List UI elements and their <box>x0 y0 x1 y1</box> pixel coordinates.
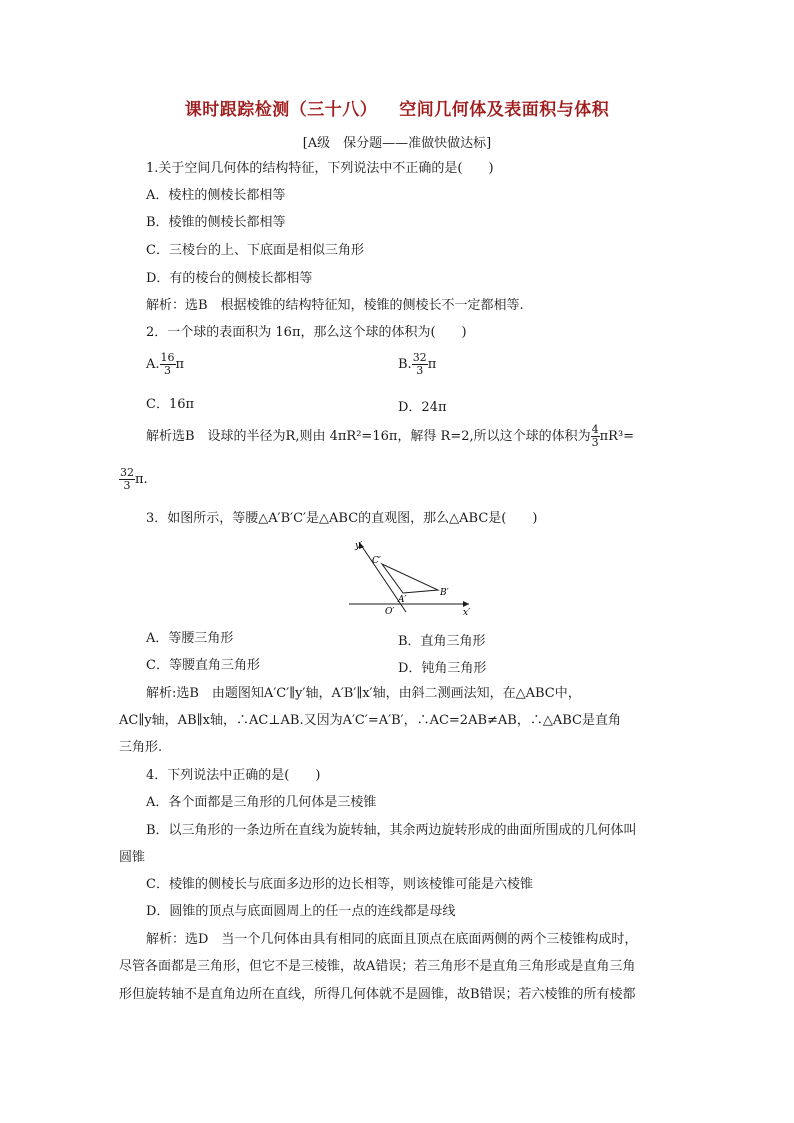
label-b: B′ <box>440 588 449 598</box>
q2-analysis-num: 4 <box>591 423 599 436</box>
q1-option-c: C．三棱台的上、下底面是相似三角形 <box>146 243 364 258</box>
q2-analysis-fraction <box>591 424 600 449</box>
label-o: O′ <box>385 607 395 616</box>
q4-option-a: A．各个面都是三角形的几何体是三棱锥 <box>146 795 377 810</box>
q2-b-prefix: B. <box>398 357 412 372</box>
q1-option-d: D．有的棱台的侧棱长都相等 <box>146 271 313 286</box>
q2-option-a <box>146 352 184 377</box>
q2-a-fraction <box>160 352 176 377</box>
q3-option-c: C．等腰直角三角形 <box>146 658 260 673</box>
q2-result-num: 32 <box>120 466 134 479</box>
label-c: C′ <box>372 556 381 566</box>
q4-option-d: D．圆锥的顶点与底面圆周上的任一点的连线都是母线 <box>146 904 456 919</box>
q2-a-suffix: π <box>175 357 185 372</box>
q2-a-num: 16 <box>160 351 175 364</box>
x-axis-arrow <box>463 601 469 607</box>
q2-analysis-line2 <box>119 467 148 492</box>
q2-a-prefix: A. <box>146 357 160 372</box>
q2-stem: 2．一个球的表面积为 16π，那么这个球的体积为( ) <box>146 325 467 340</box>
level-subtitle: [A级 保分题——准做快做达标] <box>302 136 492 151</box>
q2-a-den: 3 <box>164 364 172 377</box>
q4-option-c: C．棱锥的侧棱长与底面多边形的边长相等，则该棱锥可能是六棱锥 <box>146 877 533 892</box>
q2-b-num: 32 <box>412 351 427 364</box>
q4-analysis-line2: 尽管各面都是三角形，但它不是三棱锥，故A错误；若三角形不是直角三角形或是直角三角 <box>119 959 636 974</box>
q2-b-den: 3 <box>416 364 424 377</box>
page-title <box>0 95 794 120</box>
q2-result-suffix: π. <box>135 472 148 487</box>
oblique-projection-diagram <box>345 536 485 616</box>
q2-option-c: C．16π <box>146 397 195 412</box>
q3-option-a: A．等腰三角形 <box>146 631 234 646</box>
q4-option-b-line2: 圆锥 <box>119 850 146 865</box>
label-x: x′ <box>463 608 471 616</box>
q2-analysis-part1: 解析选B 设球的半径为R,则由 4πR²=16π，解得 R=2,所以这个球的体积为 <box>146 429 591 444</box>
q2-analysis-den: 3 <box>591 436 599 449</box>
q3-option-d: D．钝角三角形 <box>398 661 487 676</box>
q2-analysis-part2: πR³= <box>599 429 635 444</box>
q4-stem: 4．下列说法中正确的是( ) <box>146 768 321 783</box>
q3-analysis-line3: 三角形. <box>119 740 163 755</box>
q1-option-a: A．棱柱的侧棱长都相等 <box>146 188 286 203</box>
q1-option-b: B．棱锥的侧棱长都相等 <box>146 215 286 230</box>
q2-result-den: 3 <box>123 479 131 492</box>
q2-option-b <box>398 352 436 377</box>
q2-analysis <box>146 424 634 449</box>
q2-b-fraction <box>412 352 428 377</box>
title-part2: 空间几何体及表面积与体积 <box>399 100 610 120</box>
q1-stem: 1.关于空间几何体的结构特征，下列说法中不正确的是( ) <box>146 161 494 176</box>
q3-analysis-line2: AC∥y轴，AB∥x轴，∴AC⊥AB.又因为A′C′=A′B′，∴AC=2AB≠AB，∴△ABC是直角 <box>119 713 621 728</box>
q4-analysis-line3: 形但旋转轴不是直角边所在直线，所得几何体就不是圆锥，故B错误；若六棱锥的所有棱都 <box>119 987 636 1002</box>
q3-stem: 3．如图所示，等腰△A′B′C′是△ABC的直观图，那么△ABC是( ) <box>146 511 538 526</box>
q2-option-d: D．24π <box>398 400 447 415</box>
q4-analysis-line1: 解析：选D 当一个几何体由具有相同的底面且顶点在底面两侧的两个三棱锥构成时， <box>146 932 638 947</box>
q1-analysis: 解析：选B 根据棱锥的结构特征知，棱锥的侧棱长不一定都相等. <box>146 298 524 313</box>
q2-b-suffix: π <box>427 357 437 372</box>
q2-result-fraction <box>119 467 135 492</box>
title-part1: 课时跟踪检测（三十八） <box>184 100 378 120</box>
label-a: A′ <box>398 595 407 605</box>
label-y: y′ <box>355 541 363 551</box>
q3-option-b: B．直角三角形 <box>398 634 486 649</box>
q3-analysis-line1: 解析:选B 由题图知A′C′∥y′轴，A′B′∥x′轴，由斜二测画法知，在△ABC中， <box>146 686 581 701</box>
q4-option-b-line1: B．以三角形的一条边所在直线为旋转轴，其余两边旋转形成的曲面所围成的几何体叫 <box>146 823 637 838</box>
